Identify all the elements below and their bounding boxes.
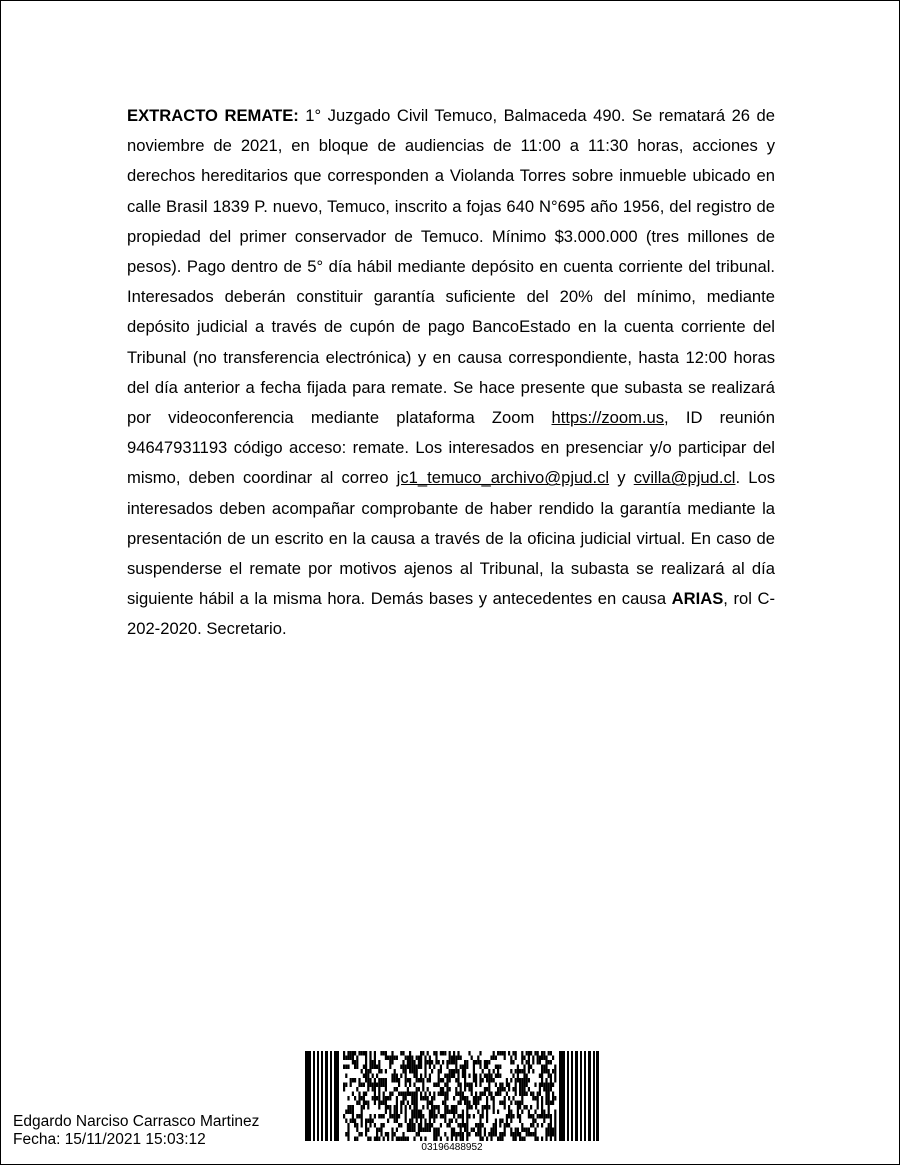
text-segment-1: 1° Juzgado Civil Temuco, Balmaceda 490. Se rematará 26 de noviembre de 2021, en bloque de audiencias de 11:00 a 11:30 horas, acciones y derechos hereditarios que corresponden a Violanda Torres sobre inmueble ubicado en calle Brasil 1839 P. nuevo, Temuco, inscrito a fojas 640 N°695 año 1956, del registro de propiedad del primer conservador de Temuco. Mínimo $3.000.000 (tres millones de pesos). Pago dentro de 5° día hábil mediante depósito en cuenta corriente del tribunal. Interesados deberán constituir garantía suficiente del 20% del mínimo, mediante depósito judicial a través de cupón de pago BancoEstado en la cuenta corriente del Tribunal (no transferencia electrónica) y en causa correspondiente, hasta 12:00 horas del día anterior a fecha fijada para remate. Se hace presente que subasta se realizará por videoconferencia mediante plataforma Zoom <box>127 106 775 428</box>
signature-block <box>13 1113 259 1149</box>
barcode-number: 03196488952 <box>421 1142 483 1153</box>
document-heading: EXTRACTO REMATE: <box>127 106 299 125</box>
cvilla-email-link[interactable]: cvilla@pjud.cl <box>633 468 736 488</box>
text-segment-2: , ID reunión 94647931193 código acceso: remate. Los interesados en presenciar y/o participar del mismo, deben coordinar al correo <box>127 408 776 488</box>
pdf417-barcode-icon <box>305 1051 599 1141</box>
barcode-icon <box>305 1051 599 1155</box>
text-segment-3: y <box>609 468 634 488</box>
causa-name: ARIAS <box>671 589 724 609</box>
zoom-link[interactable]: https://zoom.us <box>551 408 665 428</box>
signer-name: Edgardo Narciso Carrasco Martinez <box>13 1113 260 1130</box>
signature-date: Fecha: 15/11/2021 15:03:12 <box>13 1131 206 1148</box>
extracto-remate-text <box>127 101 775 645</box>
text-segment-4: . Los interesados deben acompañar comprobante de haber rendido la garantía mediante la presentación de un escrito en la causa a través de la oficina judicial virtual. En caso de suspenderse el remate por motivos ajenos al Tribunal, la subasta se realizará al día siguiente hábil a la misma hora. Demás bases y antecedentes en causa <box>127 468 775 609</box>
text-segment-5: , rol C-202-2020. Secretario. <box>127 589 775 639</box>
archive-email-link[interactable]: jc1_temuco_archivo@pjud.cl <box>396 468 610 488</box>
